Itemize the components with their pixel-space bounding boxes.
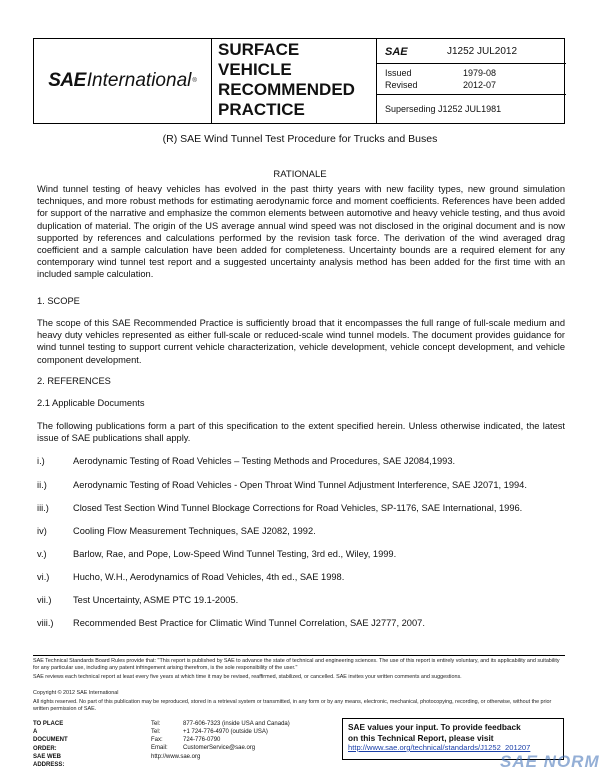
reference-text: Barlow, Rae, and Pope, Low-Speed Wind Tunnel Testing, 3rd ed., Wiley, 1999. — [73, 549, 397, 559]
reference-number: vi.) — [37, 572, 50, 582]
title-line: RECOMMENDED — [218, 80, 355, 99]
document-type-title — [218, 40, 376, 120]
contact-key: Fax: — [151, 737, 163, 743]
doc-number: J1252 JUL2012 — [447, 46, 518, 57]
feedback-link[interactable]: http://www.sae.org/technical/standards/J1252_201207 — [348, 743, 531, 752]
sae-norm-watermark: SAE NORM — [500, 752, 600, 771]
reference-text: Hucho, W.H., Aerodynamics of Road Vehicles, 4th ed., SAE 1998. — [73, 572, 345, 582]
copyright-notice: Copyright © 2012 SAE International — [33, 690, 119, 696]
trademark-icon: ® — [192, 78, 197, 84]
reference-text: Aerodynamic Testing of Road Vehicles - Open Throat Wind Tunnel Adjustment Interference, SAE J2071, 1994. — [73, 480, 527, 490]
review-notice: SAE reviews each technical report at least every five years at which time it may be revised, reaffirmed, stabilized, or cancelled. SAE invites your written comments and suggestions. — [33, 674, 462, 680]
superseding-note: Superseding J1252 JUL1981 — [385, 104, 502, 114]
scope-heading: 1. SCOPE — [37, 296, 80, 306]
web-address-label: SAE WEB ADDRESS: — [33, 754, 65, 769]
contact-value: +1 724-776-4970 (outside USA) — [183, 729, 268, 735]
title-line: PRACTICE — [218, 100, 305, 119]
issued-value: 1979-08 — [463, 68, 497, 78]
reference-text: Closed Test Section Wind Tunnel Blockage Corrections for Road Vehicles, SP-1176, SAE International, 1996. — [73, 503, 523, 513]
references-heading: 2. REFERENCES — [37, 376, 111, 386]
reference-number: v.) — [37, 549, 47, 559]
footer-divider — [33, 655, 565, 656]
rationale-heading: RATIONALE — [273, 169, 327, 180]
order-label: TO PLACE A DOCUMENT ORDER: — [33, 721, 68, 752]
reference-number: iv) — [37, 526, 47, 536]
applicable-documents-heading: 2.1 Applicable Documents — [37, 398, 145, 408]
contact-key: Email: — [151, 745, 168, 751]
sae-website-link[interactable]: http://www.sae.org — [151, 754, 201, 760]
contact-value: 724-776-0790 — [183, 737, 221, 743]
issued-label: Issued — [385, 68, 412, 78]
contact-email[interactable]: CustomerService@sae.org — [183, 745, 256, 751]
reference-text: Aerodynamic Testing of Road Vehicles – Testing Methods and Procedures, SAE J2084,1993. — [73, 456, 456, 466]
rights-notice: All rights reserved. No part of this publication may be reproduced, stored in a retrieval system or transmitted, in any form or by any means, electronic, mechanical, photocopying, recording, or otherwise, without the prior written permission of SAE. — [33, 699, 552, 713]
logo-sae-text: SAE — [48, 70, 86, 91]
reference-text: Cooling Flow Measurement Techniques, SAE J2082, 1992. — [73, 526, 316, 536]
revised-label: Revised — [385, 80, 418, 90]
title-line: SURFACE — [218, 40, 300, 59]
reference-text: Recommended Best Practice for Climatic Wind Tunnel Correlation, SAE J2777, 2007. — [73, 618, 425, 628]
reference-number: ii.) — [37, 480, 47, 490]
board-rules-notice: SAE Technical Standards Board Rules provide that: "This report is published by SAE to advance the state of technical and engineering sciences. The use of this report is entirely voluntary, and its applicability and suitability for any particular use, including any patent infringement arising therefrom, is the sole responsibility of the user." — [33, 658, 560, 672]
contact-key: Tel: — [151, 729, 161, 735]
scope-paragraph: The scope of this SAE Recommended Practice is sufficiently broad that it encompasses the full range of full-scale medium and heavy duty vehicles represented as either full-scale or reduced-scale wind tunnel models. The document provides guidance for wind tunnel testing to support current vehicle characterization, vehicle development, vehicle concept development, and vehicle component development. — [37, 318, 565, 365]
logo-international-text: International — [86, 70, 192, 91]
reference-number: vii.) — [37, 595, 52, 605]
revised-value: 2012-07 — [463, 80, 497, 90]
reference-text: Test Uncertainty, ASME PTC 19.1-2005. — [73, 595, 239, 605]
doc-number-row — [377, 39, 566, 64]
reference-number: viii.) — [37, 618, 54, 628]
references-intro: The following publications form a part of this specification to the extent specified herein. Unless otherwise indicated, the latest issue of SAE publications shall apply. — [37, 421, 565, 444]
rationale-paragraph: Wind tunnel testing of heavy vehicles has evolved in the past thirty years with new facility types, new ground simulation techniques, and more robust methods for estimating aerodynamic force and moment coefficients. References have been added for support of the narrative and emphasize the common elements between automotive and heavy vehicle testing, and thus avoid duplication of material. The origin of the US average annual wind speed was not disclosed in the original document and is now supported by references and calculations performed by the revision task force. The derivation of the wind averaged drag coefficient and a sample calculation have been added for completeness. Uncertainty bounds are a required element for any contemporary wind tunnel test report and a suggested uncertainty analysis method has been added for the first time with an included sample calculation. — [37, 184, 565, 280]
sae-international-logo — [34, 39, 212, 123]
dates-block — [377, 65, 566, 95]
contact-key: Tel: — [151, 721, 161, 727]
document-title: (R) SAE Wind Tunnel Test Procedure for Trucks and Buses — [162, 133, 438, 145]
sae-small-logo: SAE — [385, 46, 408, 58]
reference-number: i.) — [37, 456, 45, 466]
header-box — [33, 38, 565, 124]
reference-number: iii.) — [37, 503, 49, 513]
feedback-line: on this Technical Report, please visit — [348, 732, 494, 743]
document-info-panel — [376, 39, 565, 123]
contact-value: 877-606-7323 (inside USA and Canada) — [183, 721, 290, 727]
title-line: VEHICLE — [218, 60, 292, 79]
feedback-line: SAE values your input. To provide feedback — [348, 722, 521, 732]
